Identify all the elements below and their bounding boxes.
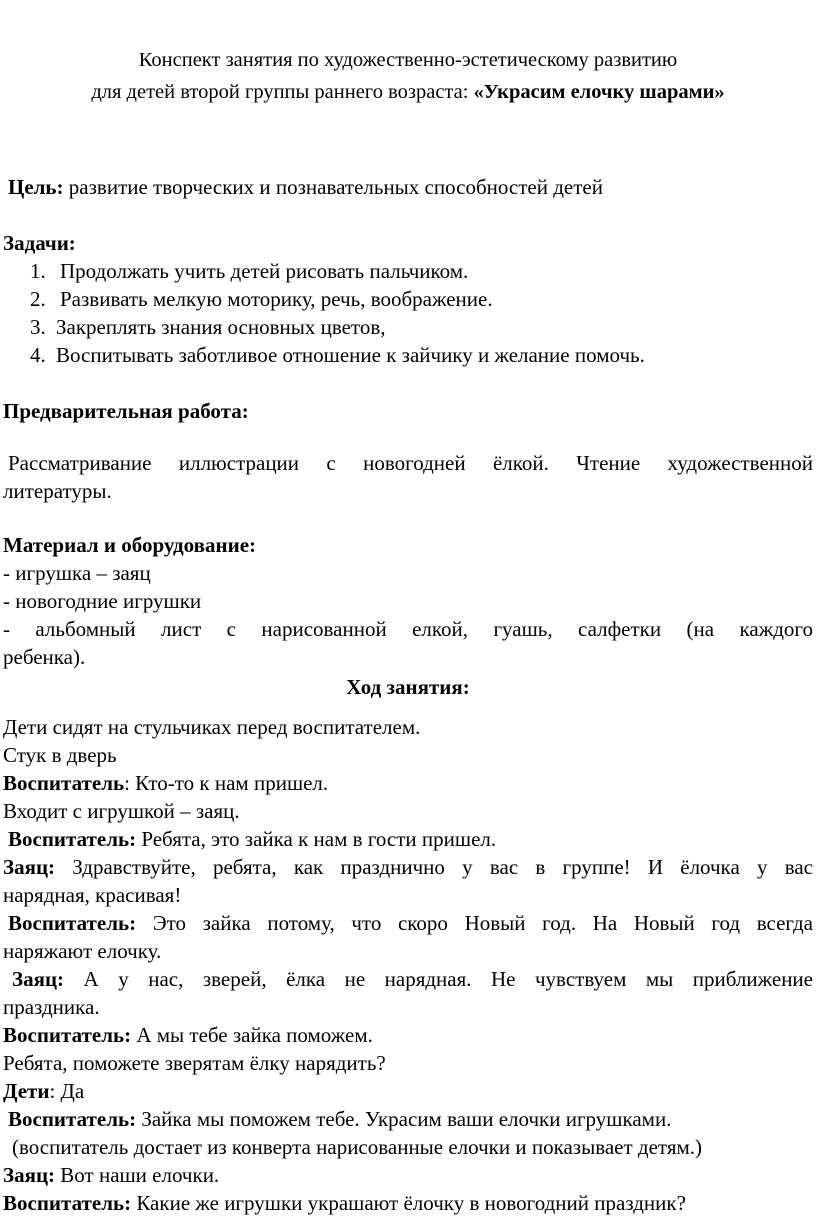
dialogue-line [8,908,813,938]
speech: Ребята, это зайка к нам в гости пришел. [136,827,497,851]
material-item: - игрушка – заяц [3,561,151,585]
material-item: - альбомный лист с нарисованной елкой, гуашь, салфетки (на каждого [3,617,813,641]
speaker: Воспитатель: [8,911,137,935]
dialogue-line [3,1160,219,1190]
task-text: Развивать мелкую моторику, речь, воображение. [60,287,493,311]
task-item [30,312,386,342]
dialogue-line [3,1020,373,1050]
speech: Это зайка потому, что скоро Новый год. На Новый год всегда [136,911,813,935]
speaker: Заяц: [3,855,56,879]
speaker: Воспитатель: [8,1107,137,1131]
speaker: Воспитатель: [3,1023,132,1047]
dialogue-line: Ребята, поможете зверятам ёлку нарядить? [3,1051,386,1075]
speech: Какие же игрушки украшают ёлочку в новогодний праздник? [131,1191,686,1215]
speech: Зайка мы поможем тебе. Украсим ваши елочки игрушками. [136,1107,672,1131]
goal-label: Цель: [8,175,64,199]
goal-paragraph [8,172,603,202]
goal-text: развитие творческих и познавательных способностей детей [63,175,603,199]
speech: Вот наши елочки. [55,1163,220,1187]
speech: Здравствуйте, ребята, как празднично у вас в группе! И ёлочка у вас [55,855,813,879]
course-heading: Ход занятия: [346,675,470,699]
tasks-heading: Задачи: [3,231,76,255]
task-number: 1. [30,259,46,283]
document-title-line2 [0,77,816,107]
stage-direction: (воспитатель достает из конверта нарисованные елочки и показывает детям.) [12,1135,703,1159]
task-number: 3. [30,315,46,339]
dialogue-line [8,824,496,854]
speech: А у нас, зверей, ёлка не нарядная. Не чувствуем мы приближение [64,967,813,991]
task-item [30,284,493,314]
task-text: Продолжать учить детей рисовать пальчиком. [60,259,469,283]
task-item [30,340,645,370]
dialogue-line [3,768,328,798]
speech: : Кто-то к нам пришел. [124,771,329,795]
title-prefix: для детей второй группы раннего возраста: [91,81,474,103]
dialogue-line: Входит с игрушкой – заяц. [3,799,240,823]
prep-heading: Предварительная работа: [3,399,249,423]
materials-heading: Материал и оборудование: [3,533,257,557]
speech: А мы тебе зайка поможем. [131,1023,373,1047]
dialogue-line: Дети сидят на стульчиках перед воспитателем. [3,715,421,739]
task-number: 4. [30,343,46,367]
material-item: - новогодние игрушки [3,589,202,613]
speaker: Заяц: [3,1163,56,1187]
dialogue-line-cont: нарядная, красивая! [3,883,182,907]
speech: : Да [49,1079,85,1103]
speaker: Дети [3,1079,50,1103]
dialogue-line-cont: праздника. [3,995,100,1019]
speaker: Воспитатель: [3,1191,132,1215]
task-text: Закреплять знания основных цветов, [56,315,386,339]
dialogue-line [3,1188,686,1218]
speaker: Воспитатель: [8,827,137,851]
document-title-line1: Конспект занятия по художественно-эстетическому развитию [138,49,678,71]
prep-line2: литературы. [3,479,112,503]
speaker: Воспитатель [3,771,125,795]
task-number: 2. [30,287,46,311]
prep-line1: Рассматривание иллюстрации с новогодней ёлкой. Чтение художественной [8,451,813,475]
speaker: Заяц: [12,967,65,991]
task-item [30,256,468,286]
dialogue-line: Стук в дверь [3,743,117,767]
lesson-name: «Украсим елочку шарами» [473,81,725,103]
dialogue-line [8,1104,671,1134]
material-item-cont: ребенка). [3,645,86,669]
task-text: Воспитывать заботливое отношение к зайчику и желание помочь. [56,343,645,367]
dialogue-line [3,852,813,882]
dialogue-line [3,1076,84,1106]
dialogue-line-cont: наряжают елочку. [3,939,162,963]
dialogue-line [12,964,813,994]
